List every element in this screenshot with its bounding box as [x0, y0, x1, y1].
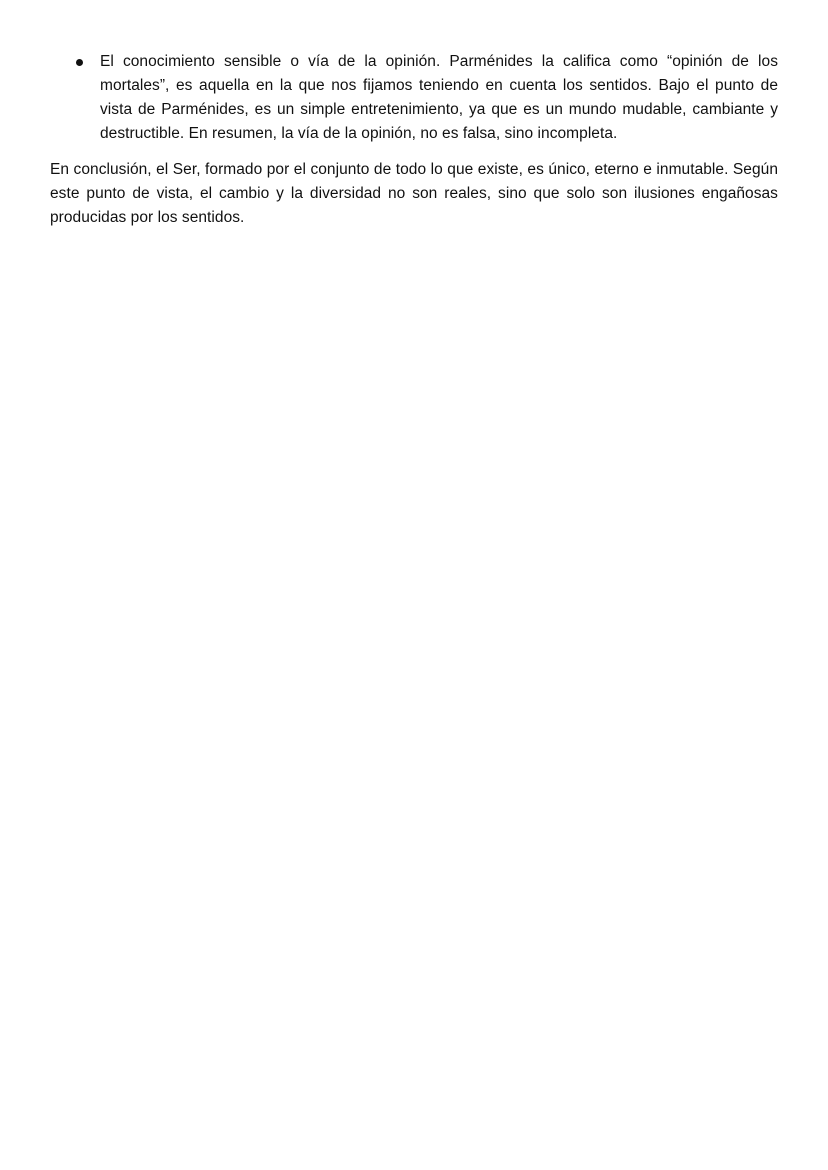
bullet-icon	[76, 59, 83, 66]
bullet-text: El conocimiento sensible o vía de la opinión. Parménides la califica como “opinión de los mortales”, es aquella en la que nos fijamos teniendo en cuenta los sentidos. Bajo el punto de vista de Parménides, es un simple entretenimiento, ya que es un mundo mudable, cambiante y destructible. En resumen, la vía de la opinión, no es falsa, sino incompleta.	[100, 53, 778, 142]
list-item	[50, 50, 778, 146]
bullet-list	[50, 50, 778, 146]
document-body	[50, 50, 778, 230]
conclusion-paragraph: En conclusión, el Ser, formado por el conjunto de todo lo que existe, es único, eterno e inmutable. Según este punto de vista, el cambio y la diversidad no son reales, sino que solo son ilusiones engañosas producidas por los sentidos.	[50, 161, 778, 226]
